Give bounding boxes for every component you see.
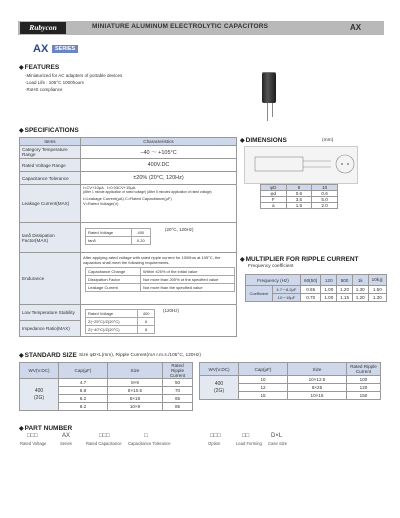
feature-item: ·Miniaturized for AC adapters of portable devices: [25, 73, 123, 78]
size-cell: 10×9: [108, 403, 163, 411]
size-cell: 70: [163, 387, 193, 395]
pn-label: Capacitance Tolerance: [128, 441, 171, 446]
pn-label: Case Size: [268, 441, 288, 446]
size-header: Size: [108, 363, 163, 379]
dim-cell: 2.0: [312, 203, 338, 209]
multiplier-freq: 1k: [352, 275, 368, 286]
size-wv-value: 400: [34, 387, 44, 394]
size-cell: 150: [347, 392, 381, 400]
lowtemp-row-label: Z(−25°C)/Z(20°C): [86, 318, 138, 326]
diamond-icon: ◆: [19, 128, 24, 134]
dimensions-drawing-svg: [245, 147, 357, 183]
multiplier-cell: 1.30: [368, 294, 386, 302]
dim-cell: 1.5: [286, 203, 312, 209]
tand-row-value: 400: [131, 229, 150, 237]
size-wv-value: 400: [214, 380, 224, 387]
size-cell: 10×16: [288, 392, 347, 400]
series-label: SERIES: [52, 45, 78, 53]
standard-size-heading: ◆STANDARD SIZE: [19, 352, 77, 359]
dim-cell: 5.0: [312, 197, 338, 203]
capacitor-photo: [244, 66, 304, 126]
dim-cell: 0.6: [312, 191, 338, 197]
size-cell: 85: [163, 403, 193, 411]
specifications-heading: ◆SPECIFICATIONS: [19, 127, 79, 134]
multiplier-heading: ◆MULTIPLIER FOR RIPPLE CURRENT: [240, 256, 359, 263]
size-cell: 120: [347, 384, 381, 392]
pn-code: AX: [62, 433, 71, 439]
size-cell: 8.2: [59, 403, 108, 411]
diamond-icon: ◆: [240, 138, 245, 144]
leakage-note-1: (After 1 minute application of rated voltage): [83, 190, 147, 195]
diamond-icon: ◆: [19, 426, 24, 432]
spec-value: 400V.DC: [81, 159, 237, 172]
rubycon-logo: Rubycon: [20, 22, 66, 34]
multiplier-freq: 500: [337, 275, 353, 286]
size-cell: 4.7: [59, 379, 108, 387]
dim-cell: a: [261, 203, 287, 209]
pn-label: Rated Voltage: [20, 441, 47, 446]
multiplier-freq: 10k≦: [368, 275, 386, 286]
leakage-formula-2: I=0.03CV+15μA: [106, 185, 136, 190]
diamond-icon: ◆: [19, 353, 24, 359]
size-cell: 6.2: [59, 395, 108, 403]
spec-label: tanδ Dissipation Factor(MAX): [20, 223, 81, 253]
dim-cell: 0.6: [286, 191, 312, 197]
series-name: AX: [33, 43, 49, 55]
multiplier-coeff-label: Coefficient: [246, 286, 273, 302]
diamond-icon: ◆: [19, 65, 24, 71]
standard-size-subtitle: Size φD×L(mm), Ripple Current(mA r.m.s./105°C, 120Hz): [79, 353, 201, 358]
pn-code: □□□: [210, 433, 221, 439]
header-code: AX: [350, 23, 362, 32]
multiplier-subtitle: Frequency coefficient: [248, 264, 294, 269]
spec-label: Impedance Ratio(MAX): [20, 321, 81, 337]
size-cell: 65: [163, 395, 193, 403]
spec-label: Leakage Current(MAX): [20, 185, 81, 223]
pn-code: □: [144, 433, 148, 439]
size-header: WV(V.DC): [20, 363, 59, 379]
size-cell: 100: [347, 376, 381, 384]
leakage-cell: [81, 185, 237, 223]
features-heading: ◆FEATURES: [19, 64, 60, 71]
pn-code: □□: [242, 433, 250, 439]
capacitor-lead: [267, 103, 268, 121]
pn-code: □□□: [27, 433, 38, 439]
specifications-table: [19, 137, 237, 337]
dim-cell: 3.5: [286, 197, 312, 203]
multiplier-cell: 1.50: [368, 286, 386, 294]
spec-label: Capacitance Tolerance: [20, 172, 81, 185]
leakage-formula-1: I=CV+10μA: [83, 185, 104, 190]
dim-header: 8: [286, 185, 312, 191]
dimensions-table: [260, 184, 338, 209]
dim-header: φD: [261, 185, 287, 191]
dim-cell: φd: [261, 191, 287, 197]
multiplier-cell: 1.15: [337, 294, 353, 302]
multiplier-cell: 0.65: [300, 286, 321, 294]
dim-header: 10: [312, 185, 338, 191]
pn-label: Lead Forming: [236, 441, 262, 446]
dimensions-heading: ◆DIMENSIONS: [240, 137, 287, 144]
endurance-criteria: Not more than the specified value: [141, 284, 235, 292]
multiplier-cell: 1.00: [321, 294, 337, 302]
size-wv: [20, 379, 59, 411]
size-cell: 12: [239, 384, 288, 392]
tand-row-label: tanδ: [86, 237, 132, 245]
part-number-heading: ◆PART NUMBER: [19, 425, 73, 432]
size-cell: 8×16: [108, 395, 163, 403]
dim-cell: F: [261, 197, 287, 203]
spec-label: Rated Voltage Range: [20, 159, 81, 172]
multiplier-cell: 1.20: [337, 286, 353, 294]
tand-condition: (20°C, 120Hz): [165, 227, 194, 232]
size-wv-code: (2G): [34, 394, 44, 401]
endurance-cell: [81, 253, 237, 305]
lowtemp-condition: (120Hz): [163, 308, 180, 313]
multiplier-row-label: 10〜15μF: [272, 294, 300, 302]
lowtemp-table: [85, 309, 155, 334]
pn-code: D×L: [271, 433, 283, 439]
lowtemp-row-label: Rated Voltage: [86, 310, 138, 318]
lowtemp-row-value: 400: [138, 310, 155, 318]
multiplier-cell: 1.00: [321, 286, 337, 294]
multiplier-freq-label: Frequency (Hz): [246, 275, 301, 286]
size-cell: 15: [239, 392, 288, 400]
pn-label: Option: [208, 441, 221, 446]
pn-code: □□□: [99, 433, 110, 439]
lowtemp-cell: [81, 305, 237, 337]
feature-item: ·RoHS compliance: [25, 87, 63, 92]
endurance-text: After applying rated voltage with rated ripple current for 1000hrs at 105°C, the capacitors shall meet the following requirements.: [83, 255, 221, 265]
size-header: Cap(μF): [239, 363, 288, 376]
spec-header-characteristics: Characteristics: [81, 138, 237, 146]
spec-value: −40 〜 +105°C: [81, 146, 237, 159]
header-title: MINIATURE ALUMINUM ELECTROLYTIC CAPACITORS: [92, 23, 269, 30]
tand-row-value: 0.20: [131, 237, 150, 245]
standard-size-table-left: [19, 362, 193, 411]
spec-label: Endurance: [20, 253, 81, 305]
multiplier-row-label: 4.7〜8.2μF: [272, 286, 300, 294]
endurance-item: Dissipation Factor: [86, 276, 141, 284]
size-wv: [200, 376, 239, 400]
endurance-criteria: Within ±25% of the initial value: [141, 268, 235, 276]
multiplier-cell: 1.20: [352, 294, 368, 302]
leakage-legend: I=Leakage Current(μA) C=Rated Capacitance(μF): [83, 195, 172, 201]
diamond-icon: ◆: [240, 257, 245, 263]
lowtemp-row-label: Z(−40°C)/Z(20°C): [86, 326, 138, 334]
spec-header-items: Items: [20, 138, 81, 146]
size-cell: 50: [163, 379, 193, 387]
feature-item: ·Load Life : 105°C 1000hours: [25, 80, 84, 85]
size-cell: 10×12.5: [288, 376, 347, 384]
multiplier-cell: 0.70: [300, 294, 321, 302]
capacitor-body: [262, 73, 276, 103]
size-cell: 8×10.5: [108, 387, 163, 395]
pn-label: Series: [60, 441, 72, 446]
endurance-table: [85, 267, 235, 292]
tand-cell: [81, 223, 237, 253]
size-header: Rated Ripple Current: [163, 363, 193, 379]
spec-label: Low Temperature Stability: [20, 305, 81, 321]
size-header: Size: [288, 363, 347, 376]
size-header: WV(V.DC): [200, 363, 239, 376]
size-cell: 10: [239, 376, 288, 384]
multiplier-cell: 1.30: [352, 286, 368, 294]
pn-label: Rated Capacitance: [86, 441, 122, 446]
tand-row-label: Rated Voltage: [86, 229, 132, 237]
spec-value: ±20% (20°C, 120Hz): [81, 172, 237, 185]
endurance-item: Leakage Current: [86, 284, 141, 292]
spec-label: Category Temperature Range: [20, 146, 81, 159]
size-cell: 8×25: [288, 384, 347, 392]
size-cell: 6.8: [59, 387, 108, 395]
size-header: Cap(μF): [59, 363, 108, 379]
dimensions-drawing: [244, 146, 358, 184]
capacitor-lead: [272, 103, 273, 117]
lowtemp-row-value: 8: [138, 326, 155, 334]
dimensions-unit: (mm): [322, 138, 334, 143]
leakage-legend-v: V=Rated Voltage(V): [83, 201, 119, 207]
size-wv-code: (2G): [214, 387, 224, 394]
lowtemp-row-value: 6: [138, 318, 155, 326]
standard-size-table-right: [199, 362, 381, 400]
size-header: Rated Ripple Current: [347, 363, 381, 376]
endurance-criteria: Not more than 200% of the specified value: [141, 276, 235, 284]
tand-table: [85, 228, 151, 245]
size-cell: 8×9: [108, 379, 163, 387]
multiplier-freq: 120: [321, 275, 337, 286]
leakage-note-2: (After 5 minutes application of rated voltage): [146, 190, 212, 195]
multiplier-freq: 60(50): [300, 275, 321, 286]
multiplier-table: [245, 274, 387, 302]
endurance-item: Capacitance Change: [86, 268, 141, 276]
